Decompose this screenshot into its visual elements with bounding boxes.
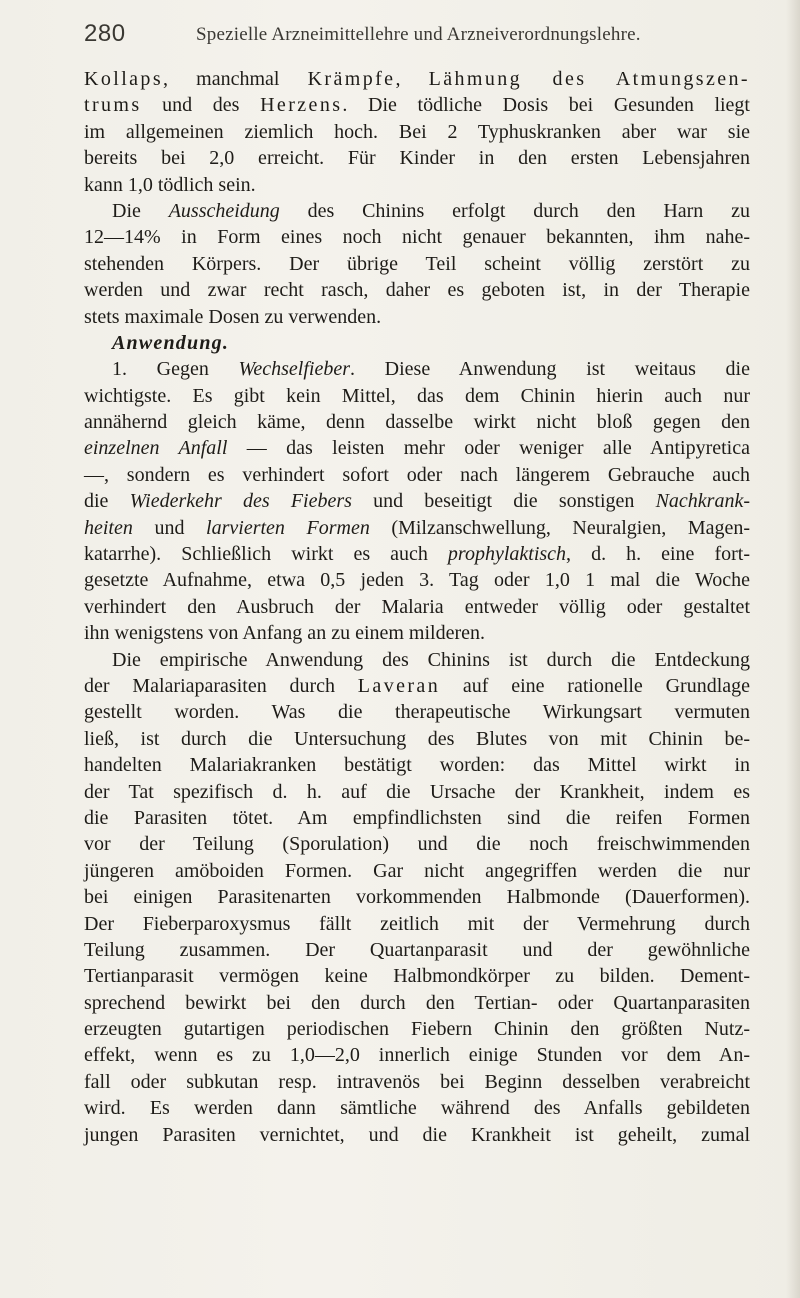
italic-term: Wechselfieber bbox=[238, 358, 350, 381]
italic-term: einzelnen Anfall bbox=[84, 437, 228, 460]
text-run: die bbox=[84, 490, 130, 513]
italic-term: heiten bbox=[84, 516, 133, 539]
text-line bbox=[84, 673, 750, 699]
text-line: ließ, ist durch die Untersuchung des Blutes von mit Chinin be- bbox=[84, 727, 750, 750]
spaced-term: Herzens bbox=[260, 94, 343, 117]
text-line: verhindert den Ausbruch der Malaria entweder völlig oder gestaltet bbox=[84, 595, 750, 618]
text-line: die Parasiten tötet. Am empfindlichsten sind die reifen Formen bbox=[84, 806, 750, 829]
spaced-term: trums bbox=[84, 94, 142, 117]
body-text bbox=[84, 66, 750, 1148]
text-run: auf eine rationelle Grundlage bbox=[440, 674, 751, 697]
text-line: erzeugten gutartigen periodischen Fiebern Chinin den größten Nutz- bbox=[84, 1018, 750, 1041]
page-number: 280 bbox=[84, 20, 126, 47]
page-header bbox=[84, 20, 744, 60]
text-run: Die bbox=[112, 199, 169, 222]
text-line bbox=[84, 435, 750, 461]
running-head: Spezielle Arzneimittellehre und Arzneiverordnungslehre. bbox=[196, 24, 641, 45]
text-line bbox=[84, 356, 750, 382]
text-line: werden und zwar recht rasch, daher es geboten ist, in der Therapie bbox=[84, 279, 750, 302]
text-line: gesetzte Aufnahme, etwa 0,5 jeden 3. Tag oder 1,0 1 mal die Woche bbox=[84, 569, 750, 592]
text-line: Der Fieberparoxysmus fällt zeitlich mit der Vermehrung durch bbox=[84, 912, 750, 935]
italic-term: larvierten Formen bbox=[206, 516, 370, 539]
text-line: Teilung zusammen. Der Quartanparasit und der gewöhnliche bbox=[84, 938, 750, 961]
text-line: bereits bei 2,0 erreicht. Für Kinder in den ersten Lebensjahren bbox=[84, 147, 750, 170]
text-run: 1. Gegen bbox=[112, 358, 239, 381]
text-run: . Diese Anwendung ist weitaus die bbox=[350, 358, 750, 381]
italic-term: Ausscheidung bbox=[168, 199, 280, 222]
text-line bbox=[84, 488, 750, 514]
text-run: . Die tödliche Dosis bei Gesunden liegt bbox=[342, 94, 750, 117]
spaced-term: Laveran bbox=[357, 674, 441, 697]
text-run: des Chinins erfolgt durch den Harn zu bbox=[279, 199, 750, 222]
spaced-term: Lähmung des Atmungszen- bbox=[428, 68, 750, 90]
text-run: und bbox=[132, 516, 207, 539]
text-line: sprechend bewirkt bei den durch den Tertian- oder Quartanparasiten bbox=[84, 991, 750, 1014]
text-line: Tertianparasit vermögen keine Halbmondkörper zu bilden. Dement- bbox=[84, 965, 750, 988]
spaced-term: Kollaps bbox=[84, 68, 164, 90]
text-line: fall oder subkutan resp. intravenös bei Beginn desselben verabreicht bbox=[84, 1070, 750, 1093]
text-line: vor der Teilung (Sporulation) und die noch freischwimmenden bbox=[84, 833, 750, 856]
italic-term: Nachkrank- bbox=[655, 490, 750, 513]
text-line: effekt, wenn es zu 1,0—2,0 innerlich einige Stunden vor dem An- bbox=[84, 1044, 750, 1067]
text-line: handelten Malariakranken bestätigt worden: das Mittel wirkt in bbox=[84, 754, 750, 777]
text-line bbox=[84, 541, 750, 567]
page-edge-shadow bbox=[786, 0, 800, 1298]
text-line: wichtigste. Es gibt kein Mittel, das dem Chinin hierin auch nur bbox=[84, 384, 750, 407]
text-line: 12—14% in Form eines noch nicht genauer bekannten, ihm nahe- bbox=[84, 226, 750, 249]
text-line: stets maximale Dosen zu verwenden. bbox=[84, 305, 382, 328]
text-line: —, sondern es verhindert sofort oder nach längerem Gebrauche auch bbox=[84, 463, 750, 486]
text-line: Die empirische Anwendung des Chinins ist durch die Entdeckung bbox=[112, 648, 750, 671]
text-line bbox=[84, 66, 750, 92]
text-line: annähernd gleich käme, denn dasselbe wirkt nicht bloß gegen den bbox=[84, 411, 750, 434]
text-run: und beseitigt die sonstigen bbox=[351, 490, 656, 513]
text-line bbox=[84, 198, 750, 224]
text-line: bei einigen Parasitenarten vorkommenden Halbmonde (Dauerformen). bbox=[84, 886, 750, 909]
text-line: wird. Es werden dann sämtliche während des Anfalls gebildeten bbox=[84, 1097, 750, 1120]
text-run: katarrhe). Schließlich wirkt es auch bbox=[84, 543, 448, 566]
text-run: — das leisten mehr oder weniger alle Antipyretica bbox=[227, 437, 750, 460]
text-line: jungen Parasiten vernichtet, und die Krankheit ist geheilt, zumal bbox=[84, 1123, 750, 1146]
italic-term: prophylaktisch bbox=[447, 543, 567, 566]
text-line: gestellt worden. Was die therapeutische Wirkungsart vermuten bbox=[84, 701, 750, 724]
text-line bbox=[84, 92, 750, 118]
text-line: stehenden Körpers. Der übrige Teil scheint völlig zerstört zu bbox=[84, 252, 750, 275]
text-line: jüngeren amöboiden Formen. Gar nicht angegriffen werden die nur bbox=[84, 859, 750, 882]
text-run: , d. h. eine fort- bbox=[566, 543, 750, 566]
text-line: ihn wenigstens von Anfang an zu einem milderen. bbox=[84, 622, 486, 645]
text-run: , manchmal bbox=[163, 68, 308, 90]
section-heading: Anwendung. bbox=[112, 331, 230, 354]
text-line: der Tat spezifisch d. h. auf die Ursache der Krankheit, indem es bbox=[84, 780, 750, 803]
italic-term: Wiederkehr des Fiebers bbox=[129, 490, 352, 513]
text-run: (Milzanschwellung, Neuralgien, Magen- bbox=[369, 516, 751, 539]
text-line: kann 1,0 tödlich sein. bbox=[84, 173, 256, 196]
spaced-term: Krämpfe bbox=[307, 68, 396, 90]
text-run: und des bbox=[141, 94, 261, 117]
text-run: , bbox=[395, 68, 429, 90]
text-run: der Malariaparasiten durch bbox=[84, 674, 358, 697]
text-line: im allgemeinen ziemlich hoch. Bei 2 Typhuskranken aber war sie bbox=[84, 120, 750, 143]
text-line bbox=[84, 515, 750, 541]
